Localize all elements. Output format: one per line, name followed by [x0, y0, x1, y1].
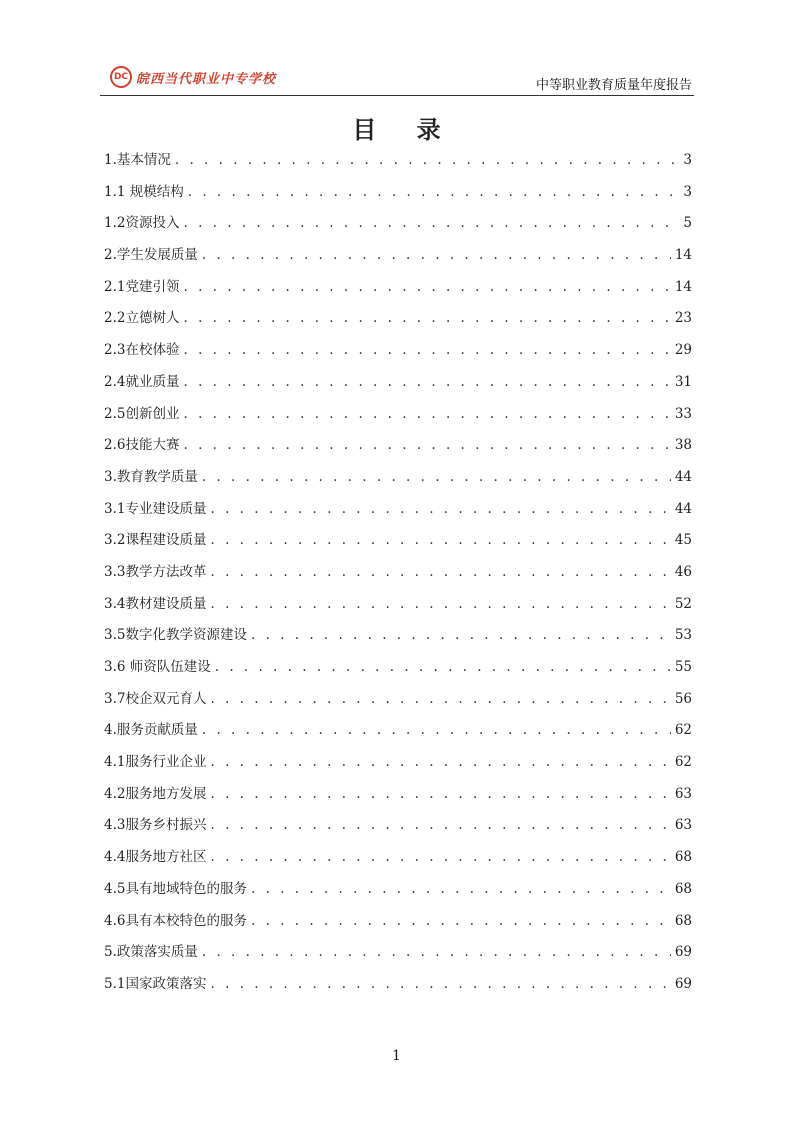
toc-entry-label: 4.6具有本校特色的服务	[104, 912, 247, 929]
toc-leader-dots	[210, 525, 670, 557]
toc-entry[interactable]	[104, 779, 692, 811]
toc-entry[interactable]	[104, 335, 692, 367]
toc-entry-label: 2.3在校体验	[104, 342, 180, 359]
toc-entry-label: 3.6 师资队伍建设	[104, 659, 211, 675]
toc-entry-label: 4.3服务乡村振兴	[104, 817, 207, 834]
toc-entry[interactable]	[104, 145, 692, 177]
toc-entry-page: 63	[674, 817, 692, 834]
toc-entry[interactable]	[104, 462, 692, 494]
toc-entry-label: 2.6技能大赛	[104, 437, 180, 454]
toc-leader-dots	[210, 842, 670, 874]
toc-leader-dots	[183, 335, 670, 367]
toc-entry-label: 5.1国家政策落实	[104, 975, 207, 992]
school-logo	[110, 66, 276, 88]
toc-leader-dots	[210, 969, 670, 1001]
toc-leader-dots	[183, 430, 670, 462]
toc-entry-page: 5	[683, 215, 692, 232]
toc-leader-dots	[183, 303, 670, 335]
toc-entry-page: 44	[674, 468, 692, 485]
toc-entry[interactable]	[104, 399, 692, 431]
toc-leader-dots	[210, 779, 670, 811]
toc-entry-page: 62	[674, 722, 692, 739]
toc-entry-label: 3.7校企双元育人	[104, 690, 207, 707]
toc-entry[interactable]	[104, 589, 692, 621]
toc-entry-label: 4.5具有地域特色的服务	[104, 880, 247, 897]
toc-entry[interactable]	[104, 747, 692, 779]
toc-entry-label: 3.3教学方法改革	[104, 563, 207, 580]
toc-leader-dots	[202, 715, 671, 747]
toc-entry[interactable]	[104, 177, 692, 209]
school-name: 皖西当代职业中专学校	[136, 71, 277, 87]
toc-entry-page: 69	[674, 944, 692, 961]
toc-entry[interactable]	[104, 715, 692, 747]
toc-entry-label: 3.4教材建设质量	[104, 595, 207, 612]
toc-entry-label: 4.服务贡献质量	[104, 722, 198, 739]
toc-entry[interactable]	[104, 240, 692, 272]
toc-entry-label: 1.1 规模结构	[104, 183, 184, 200]
toc-leader-dots	[183, 272, 670, 304]
toc-leader-dots	[210, 684, 670, 716]
toc-entry-page: 68	[674, 880, 692, 897]
toc-entry-page: 63	[674, 785, 692, 802]
toc-leader-dots	[183, 399, 670, 431]
toc-entry[interactable]	[104, 810, 692, 842]
toc-entry-label: 4.2服务地方发展	[104, 785, 207, 802]
toc-entry-page: 55	[674, 659, 692, 675]
toc-leader-dots	[210, 810, 670, 842]
toc-entry[interactable]	[104, 874, 692, 906]
toc-entry-label: 3.1专业建设质量	[104, 500, 207, 517]
toc-entry-label: 3.5数字化教学资源建设	[104, 627, 247, 644]
toc-entry[interactable]	[104, 906, 692, 938]
toc-entry[interactable]	[104, 494, 692, 526]
toc-entry-page: 44	[674, 500, 692, 517]
toc-entry-page: 29	[674, 342, 692, 359]
toc-leader-dots	[183, 367, 670, 399]
toc-entry-label: 2.4就业质量	[104, 373, 180, 390]
toc-leader-dots	[175, 145, 674, 177]
toc-entry-label: 2.2立德树人	[104, 310, 180, 327]
toc-leader-dots	[210, 557, 670, 589]
toc-entry[interactable]	[104, 620, 692, 652]
toc-entry-label: 2.学生发展质量	[104, 247, 198, 264]
header-divider	[100, 95, 694, 96]
toc-entry-label: 5.政策落实质量	[104, 944, 198, 961]
toc-entry-label: 1.基本情况	[104, 152, 171, 168]
toc-title: 目 录	[352, 116, 457, 144]
toc-entry-page: 3	[683, 183, 692, 200]
toc-entry[interactable]	[104, 937, 692, 969]
toc-leader-dots	[202, 462, 671, 494]
toc-entry-page: 46	[674, 563, 692, 580]
toc-entry[interactable]	[104, 430, 692, 462]
toc-entry[interactable]	[104, 367, 692, 399]
toc-entry-label: 2.5创新创业	[104, 405, 180, 422]
toc-entry-page: 45	[674, 532, 692, 549]
toc-entry-page: 68	[674, 849, 692, 866]
toc-entry[interactable]	[104, 969, 692, 1001]
toc-entry-page: 56	[674, 690, 692, 707]
report-title: 中等职业教育质量年度报告	[535, 78, 692, 93]
toc-leader-dots	[251, 906, 671, 938]
toc-entry-page: 53	[674, 627, 692, 644]
toc-entry[interactable]	[104, 652, 692, 684]
toc-leader-dots	[183, 208, 674, 240]
toc-entry[interactable]	[104, 303, 692, 335]
toc-entry-page: 14	[674, 278, 692, 295]
toc-entry-label: 3.2课程建设质量	[104, 532, 207, 549]
toc-entry[interactable]	[104, 208, 692, 240]
toc-entry[interactable]	[104, 842, 692, 874]
page-header	[100, 62, 694, 94]
toc-entry[interactable]	[104, 272, 692, 304]
toc-entry-label: 4.4服务地方社区	[104, 849, 207, 866]
toc-entry-label: 4.1服务行业企业	[104, 754, 207, 771]
toc-entry-page: 3	[683, 152, 692, 168]
toc-entry-label: 1.2资源投入	[104, 215, 180, 232]
toc-entry-page: 68	[674, 912, 692, 929]
toc-entry-page: 14	[674, 247, 692, 264]
toc-leader-dots	[251, 620, 671, 652]
toc-leader-dots	[215, 652, 671, 684]
toc-entry-page: 69	[674, 975, 692, 992]
toc-leader-dots	[188, 177, 674, 209]
toc-leader-dots	[251, 874, 671, 906]
toc-leader-dots	[202, 937, 671, 969]
school-emblem-icon: DC	[110, 66, 132, 88]
table-of-contents	[104, 145, 692, 1001]
toc-leader-dots	[210, 589, 670, 621]
page-number: 1	[392, 1048, 401, 1064]
toc-entry-page: 33	[674, 405, 692, 422]
toc-entry-page: 38	[674, 437, 692, 454]
toc-entry[interactable]	[104, 557, 692, 589]
toc-leader-dots	[202, 240, 671, 272]
toc-entry-page: 31	[674, 373, 692, 390]
toc-leader-dots	[210, 747, 670, 779]
toc-entry-page: 62	[674, 754, 692, 771]
toc-entry-page: 52	[674, 595, 692, 612]
toc-entry-label: 2.1党建引领	[104, 278, 180, 295]
toc-leader-dots	[210, 494, 670, 526]
toc-entry-page: 23	[674, 310, 692, 327]
toc-entry-label: 3.教育教学质量	[104, 468, 198, 485]
toc-entry[interactable]	[104, 525, 692, 557]
toc-entry[interactable]	[104, 684, 692, 716]
